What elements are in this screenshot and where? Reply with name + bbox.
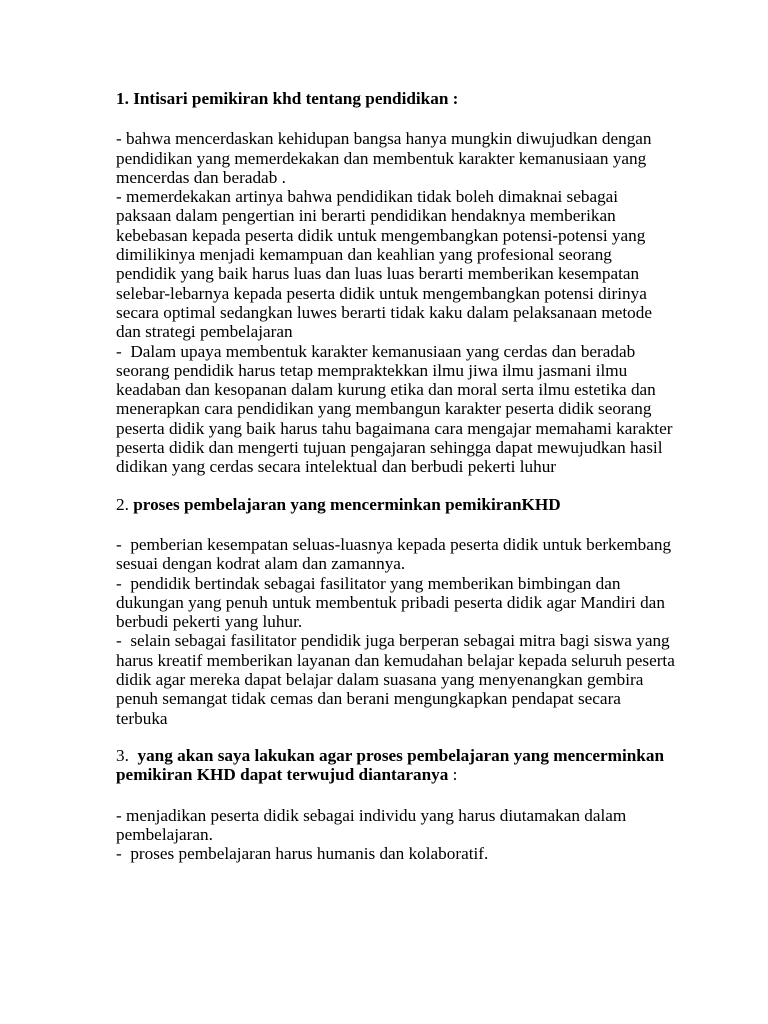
section-3-heading-text: yang akan saya lakukan agar proses pembelajaran yang mencerminkan pemikiran KHD dapat terwujud diantaranya bbox=[116, 745, 669, 785]
section-1 bbox=[116, 89, 676, 477]
section-1-heading: 1. Intisari pemikiran khd tentang pendidikan : bbox=[116, 89, 459, 108]
section-3 bbox=[116, 746, 676, 863]
section-1-paragraph-2: - memerdekakan artinya bahwa pendidikan tidak boleh dimaknai sebagai paksaan dalam pengertian ini berarti pendidikan hendaknya memberikan kebebasan kepada peserta didik untuk mengembangkan potensi-potensi yang dimilikinya menjadi kemampuan dan keahlian yang profesional seorang pendidik yang baik harus luas dan luas luas berarti memberikan kesempatan selebar-lebarnya kepada peserta didik untuk mengembangkan potensi dirinya secara optimal sedangkan luwes berarti tidak kaku dalam pelaksanaan metode dan strategi pembelajaran bbox=[116, 187, 657, 342]
section-2-number: 2. bbox=[116, 494, 134, 514]
section-2-paragraph-1: - pemberian kesempatan seluas-luasnya kepada peserta didik untuk berkembang sesuai dengan kodrat alam dan zamannya. bbox=[116, 534, 676, 574]
document-body bbox=[116, 89, 680, 881]
section-1-paragraph-1: - bahwa mencerdaskan kehidupan bangsa hanya mungkin diwujudkan dengan pendidikan yang memerdekakan dan membentuk karakter kemanusiaan yang mencerdas dan beradab . bbox=[116, 129, 656, 187]
section-2-heading-text: proses pembelajaran yang mencerminkan pemikiranKHD bbox=[133, 494, 561, 514]
section-2-paragraph-3: - selain sebagai fasilitator pendidik juga berperan sebagai mitra bagi siswa yang harus kreatif memberikan layanan dan kemudahan belajar kepada seluruh peserta didik agar mereka dapat belajar dalam suasana yang menyenangkan gembira penuh semangat tidak cemas dan berani mengungkapkan pendapat secara terbuka bbox=[116, 631, 680, 728]
section-2-paragraph-2: - pendidik bertindak sebagai fasilitator yang memberikan bimbingan dan dukungan yang penuh untuk membentuk pribadi peserta didik agar Mandiri dan berbudi pekerti yang luhur. bbox=[116, 573, 670, 632]
section-3-heading-colon: : bbox=[448, 765, 458, 785]
section-2 bbox=[116, 494, 680, 728]
section-3-paragraph-1: - menjadikan peserta didik sebagai individu yang harus diutamakan dalam pembelajaran. bbox=[116, 805, 631, 844]
section-3-heading bbox=[116, 746, 676, 785]
section-3-number: 3. bbox=[116, 745, 138, 765]
section-3-paragraph-2: - proses pembelajaran harus humanis dan kolaboratif. bbox=[116, 844, 489, 864]
section-1-paragraph-3: - Dalam upaya membentuk karakter kemanusiaan yang cerdas dan beradab seorang pendidik harus tetap mempraktekkan ilmu jiwa ilmu jasmani ilmu keadaban dan kesopanan dalam kurung etika dan moral serta ilmu estetika dan menerapkan cara pendidikan yang membangun karakter peserta didik seorang peserta didik yang baik harus tahu bagaimana cara mengajar memahami karakter peserta didik dan mengerti tujuan pengajaran sehingga dapat mewujudkan hasil didikan yang cerdas secara intelektual dan berbudi pekerti luhur bbox=[116, 341, 677, 477]
section-2-heading bbox=[116, 495, 676, 514]
